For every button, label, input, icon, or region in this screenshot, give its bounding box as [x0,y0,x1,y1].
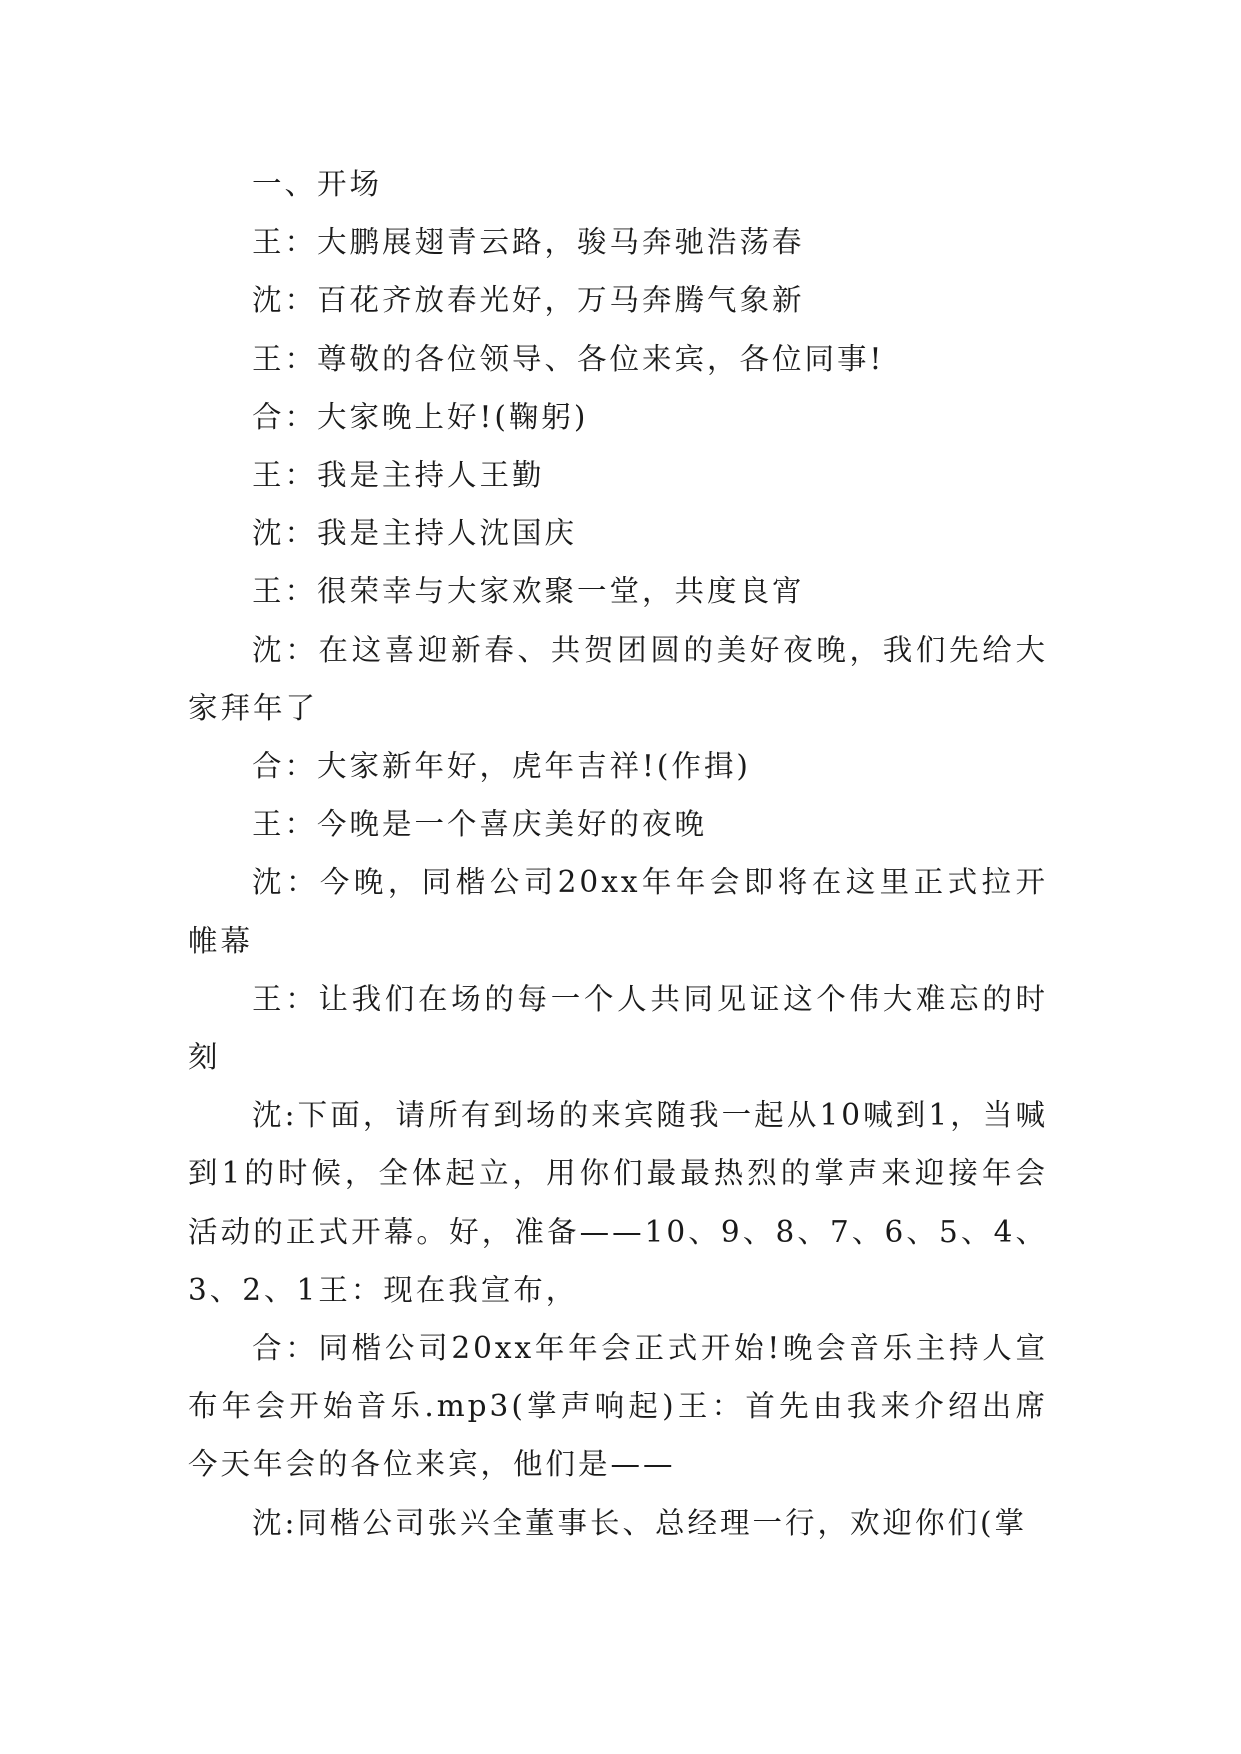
dialogue-line: 沈:同楷公司张兴全董事长、总经理一行，欢迎你们(掌 [252,1505,1027,1540]
dialogue-line: 王：今晚是一个喜庆美好的夜晚 [252,807,708,842]
dialogue-line: 沈：今晚，同楷公司20xx年年会即将在这里正式拉开帷幕 [188,865,1048,958]
dialogue-line: 沈:下面，请所有到场的来宾随我一起从10喊到1，当喊到1的时候，全体起立，用你们最最热烈的掌声来迎接年会活动的正式开幕。好，准备——10、9、8、7、6、5、4、3、2、1王：现在我宣布， [188,1098,1048,1307]
dialogue-line: 合：大家新年好，虎年吉祥!(作揖) [252,749,751,784]
dialogue-line: 合：同楷公司20xx年年会正式开始!晚会音乐主持人宣布年会开始音乐.mp3(掌声响起)王：首先由我来介绍出席今天年会的各位来宾，他们是—— [188,1331,1048,1482]
dialogue-line: 沈：在这喜迎新春、共贺团圆的美好夜晚，我们先给大家拜年了 [188,632,1048,725]
dialogue-line: 王：我是主持人王勤 [252,458,545,493]
dialogue-line: 王：让我们在场的每一个人共同见证这个伟大难忘的时刻 [188,981,1048,1075]
document-body [188,155,1048,1552]
dialogue-line: 王：很荣幸与大家欢聚一堂，共度良宵 [252,574,805,609]
dialogue-line: 王：尊敬的各位领导、各位来宾，各位同事! [252,341,885,376]
dialogue-line: 沈：百花齐放春光好，万马奔腾气象新 [252,283,805,318]
dialogue-line: 沈：我是主持人沈国庆 [252,516,578,551]
dialogue-line: 合：大家晚上好!(鞠躬) [252,399,589,434]
dialogue-line: 王：大鹏展翅青云路，骏马奔驰浩荡春 [252,225,805,260]
section-heading-opening: 一、开场 [252,167,383,201]
